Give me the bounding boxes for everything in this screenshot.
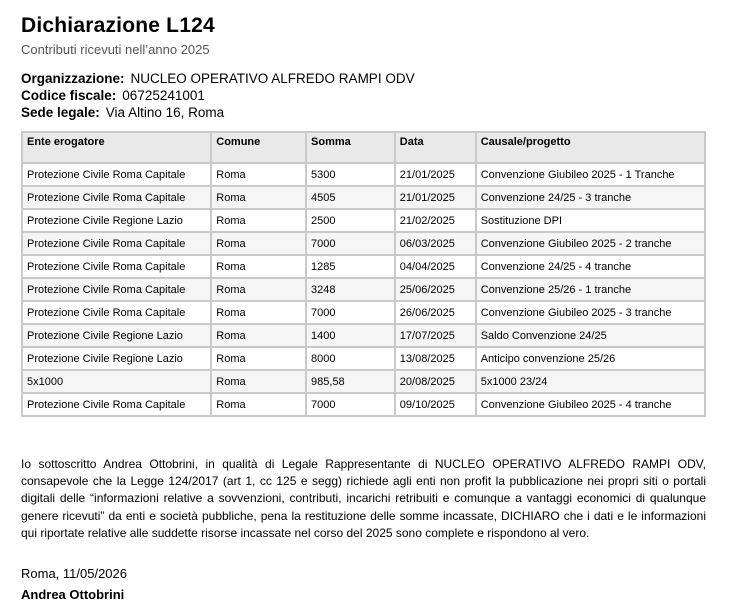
cell-data: 17/07/2025	[395, 324, 476, 347]
cell-ente: Protezione Civile Roma Capitale	[22, 278, 211, 301]
organization-row	[21, 70, 415, 87]
cell-somma: 3248	[306, 278, 395, 301]
organization-value: NUCLEO OPERATIVO ALFREDO RAMPI ODV	[130, 71, 415, 86]
cell-comune: Roma	[211, 163, 306, 186]
cell-comune: Roma	[211, 255, 306, 278]
cell-data: 25/06/2025	[395, 278, 476, 301]
column-header-comune: Comune	[211, 132, 306, 163]
organization-label: Organizzazione:	[21, 71, 125, 86]
cell-comune: Roma	[211, 209, 306, 232]
legal-address-value: Via Altino 16, Roma	[105, 105, 225, 120]
cell-data: 21/01/2025	[395, 186, 476, 209]
cell-somma: 7000	[306, 393, 395, 416]
column-header-causale: Causale/progetto	[476, 132, 705, 163]
fiscal-code-value: 06725241001	[122, 88, 205, 103]
place-date: Roma, 11/05/2026	[21, 566, 127, 581]
cell-causale: Convenzione Giubileo 2025 - 3 tranche	[476, 301, 705, 324]
table-row	[22, 347, 705, 370]
column-header-data: Data	[395, 132, 476, 163]
cell-data: 21/02/2025	[395, 209, 476, 232]
cell-somma: 1400	[306, 324, 395, 347]
cell-causale: Convenzione 24/25 - 3 tranche	[476, 186, 705, 209]
declaration-paragraph: Io sottoscritto Andrea Ottobrini, in qualità di Legale Rappresentante di NUCLEO OPERATIVO ALFREDO RAMPI ODV, consapevole che la Legge 124/2017 (art 1, cc 125 e segg) richiede agli enti non profit la pubblicazione nei propri siti o portali digitali delle “informazioni relative a sovvenzioni, contributi, incarichi retribuiti e comunque a vantaggi economici di qualunque genere ricevuti” da enti e società pubbliche, pena la restituzione delle somme incassate, DICHIARO che i dati e le informazioni qui riportate relative alle suddette risorse incassate nel corso del 2025 sono complete e rispondono al vero.	[21, 457, 706, 540]
cell-comune: Roma	[211, 370, 306, 393]
table-row	[22, 393, 705, 416]
cell-causale: Sostituzione DPI	[476, 209, 705, 232]
cell-ente: Protezione Civile Regione Lazio	[22, 347, 211, 370]
cell-ente: Protezione Civile Regione Lazio	[22, 209, 211, 232]
legal-address-label: Sede legale:	[21, 105, 100, 120]
table-row	[22, 186, 705, 209]
table-row	[22, 255, 705, 278]
cell-comune: Roma	[211, 186, 306, 209]
cell-ente: Protezione Civile Roma Capitale	[22, 232, 211, 255]
cell-causale: Saldo Convenzione 24/25	[476, 324, 705, 347]
cell-somma: 7000	[306, 232, 395, 255]
cell-causale: Convenzione Giubileo 2025 - 2 tranche	[476, 232, 705, 255]
table-row	[22, 163, 705, 186]
column-header-ente: Ente erogatore	[22, 132, 211, 163]
cell-data: 26/06/2025	[395, 301, 476, 324]
cell-causale: Convenzione 24/25 - 4 tranche	[476, 255, 705, 278]
table-row	[22, 232, 705, 255]
cell-comune: Roma	[211, 393, 306, 416]
column-header-somma: Somma	[306, 132, 395, 163]
cell-ente: Protezione Civile Roma Capitale	[22, 301, 211, 324]
table-row	[22, 301, 705, 324]
table-row	[22, 370, 705, 393]
organization-info	[21, 70, 415, 121]
table-row	[22, 209, 705, 232]
table-header-row	[22, 132, 705, 163]
cell-data: 06/03/2025	[395, 232, 476, 255]
cell-causale: 5x1000 23/24	[476, 370, 705, 393]
cell-ente: Protezione Civile Roma Capitale	[22, 163, 211, 186]
cell-causale: Convenzione Giubileo 2025 - 4 tranche	[476, 393, 705, 416]
table-row	[22, 278, 705, 301]
cell-somma: 8000	[306, 347, 395, 370]
cell-ente: Protezione Civile Roma Capitale	[22, 393, 211, 416]
cell-somma: 5300	[306, 163, 395, 186]
cell-causale: Anticipo convenzione 25/26	[476, 347, 705, 370]
contributions-table	[21, 131, 706, 417]
legal-address-row	[21, 104, 415, 121]
cell-causale: Convenzione Giubileo 2025 - 1 Tranche	[476, 163, 705, 186]
cell-ente: Protezione Civile Roma Capitale	[22, 255, 211, 278]
cell-comune: Roma	[211, 324, 306, 347]
cell-comune: Roma	[211, 301, 306, 324]
cell-somma: 985,58	[306, 370, 395, 393]
cell-data: 09/10/2025	[395, 393, 476, 416]
cell-data: 21/01/2025	[395, 163, 476, 186]
cell-causale: Convenzione 25/26 - 1 tranche	[476, 278, 705, 301]
fiscal-code-row	[21, 87, 415, 104]
cell-data: 20/08/2025	[395, 370, 476, 393]
cell-somma: 7000	[306, 301, 395, 324]
signer-name: Andrea Ottobrini	[21, 587, 125, 602]
cell-ente: Protezione Civile Roma Capitale	[22, 186, 211, 209]
page-subtitle: Contributi ricevuti nell’anno 2025	[21, 42, 210, 57]
cell-comune: Roma	[211, 232, 306, 255]
page-title: Dichiarazione L124	[21, 14, 215, 37]
cell-data: 13/08/2025	[395, 347, 476, 370]
cell-ente: Protezione Civile Regione Lazio	[22, 324, 211, 347]
cell-somma: 1285	[306, 255, 395, 278]
cell-data: 04/04/2025	[395, 255, 476, 278]
cell-somma: 2500	[306, 209, 395, 232]
table-row	[22, 324, 705, 347]
cell-comune: Roma	[211, 278, 306, 301]
cell-somma: 4505	[306, 186, 395, 209]
cell-ente: 5x1000	[22, 370, 211, 393]
cell-comune: Roma	[211, 347, 306, 370]
fiscal-code-label: Codice fiscale:	[21, 88, 117, 103]
